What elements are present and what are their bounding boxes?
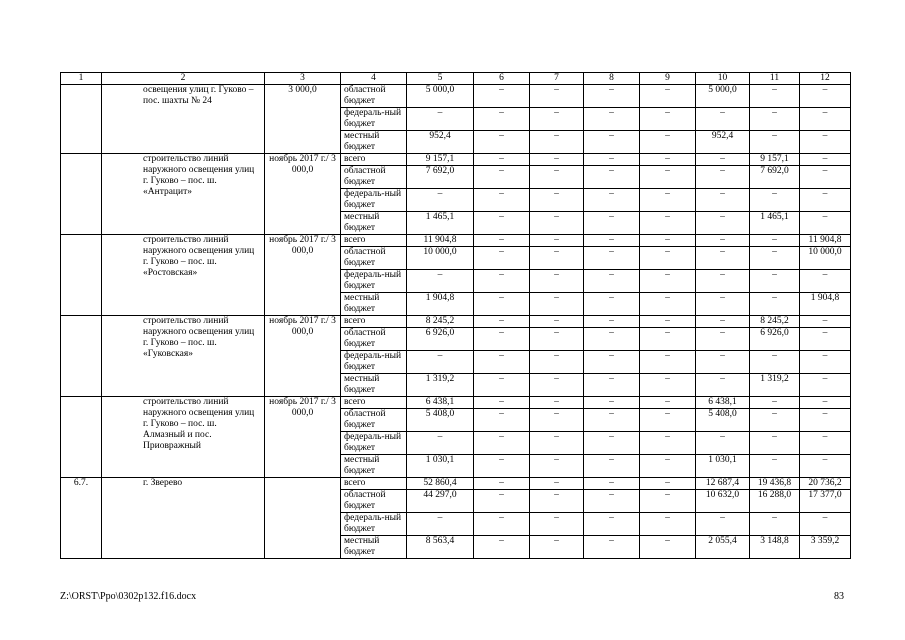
- value-cell: –: [696, 212, 750, 235]
- value-cell: 8 245,2: [750, 316, 800, 328]
- table-row: [61, 397, 851, 409]
- budget-source-cell: местный бюджет: [341, 374, 407, 397]
- table-row: [61, 235, 851, 247]
- value-cell: –: [530, 513, 584, 536]
- value-cell: –: [800, 166, 851, 189]
- value-cell: –: [750, 247, 800, 270]
- value-cell: –: [584, 293, 640, 316]
- value-cell: 6 926,0: [407, 328, 474, 351]
- value-cell: –: [640, 270, 696, 293]
- value-cell: –: [696, 513, 750, 536]
- budget-table: [60, 72, 851, 559]
- value-cell: –: [474, 131, 530, 154]
- value-cell: 8 245,2: [407, 316, 474, 328]
- value-cell: –: [584, 432, 640, 455]
- value-cell: –: [530, 85, 584, 108]
- value-cell: –: [584, 247, 640, 270]
- budget-source-cell: всего: [341, 316, 407, 328]
- table-row: [61, 154, 851, 166]
- row-number-cell: [61, 316, 102, 397]
- value-cell: –: [530, 432, 584, 455]
- value-cell: –: [584, 212, 640, 235]
- budget-source-cell: федераль-ный бюджет: [341, 351, 407, 374]
- value-cell: 1 904,8: [407, 293, 474, 316]
- row-number-cell: 6.7.: [61, 478, 102, 559]
- value-cell: –: [530, 351, 584, 374]
- column-header: 12: [800, 73, 851, 85]
- value-cell: –: [640, 351, 696, 374]
- value-cell: –: [474, 536, 530, 559]
- value-cell: –: [584, 131, 640, 154]
- value-cell: –: [584, 316, 640, 328]
- value-cell: 19 436,8: [750, 478, 800, 490]
- value-cell: –: [584, 85, 640, 108]
- value-cell: –: [750, 351, 800, 374]
- value-cell: 3 359,2: [800, 536, 851, 559]
- budget-source-cell: местный бюджет: [341, 131, 407, 154]
- value-cell: –: [696, 328, 750, 351]
- value-cell: –: [530, 270, 584, 293]
- budget-source-cell: областной бюджет: [341, 166, 407, 189]
- budget-source-cell: областной бюджет: [341, 328, 407, 351]
- value-cell: –: [750, 108, 800, 131]
- value-cell: –: [750, 293, 800, 316]
- value-cell: 6 438,1: [696, 397, 750, 409]
- value-cell: –: [800, 108, 851, 131]
- value-cell: 5 408,0: [696, 409, 750, 432]
- value-cell: –: [474, 154, 530, 166]
- row-number-cell: [61, 235, 102, 316]
- value-cell: –: [474, 478, 530, 490]
- value-cell: –: [696, 235, 750, 247]
- value-cell: –: [640, 328, 696, 351]
- value-cell: 1 465,1: [750, 212, 800, 235]
- value-cell: –: [584, 328, 640, 351]
- value-cell: –: [530, 293, 584, 316]
- column-header: 11: [750, 73, 800, 85]
- value-cell: –: [530, 536, 584, 559]
- row-number-cell: [61, 85, 102, 154]
- value-cell: –: [530, 397, 584, 409]
- value-cell: –: [640, 247, 696, 270]
- value-cell: 9 157,1: [407, 154, 474, 166]
- value-cell: –: [584, 166, 640, 189]
- value-cell: –: [584, 189, 640, 212]
- value-cell: –: [584, 536, 640, 559]
- column-header: 10: [696, 73, 750, 85]
- value-cell: –: [530, 478, 584, 490]
- budget-source-cell: областной бюджет: [341, 85, 407, 108]
- value-cell: –: [640, 154, 696, 166]
- value-cell: 20 736,2: [800, 478, 851, 490]
- column-header: 6: [474, 73, 530, 85]
- budget-source-cell: областной бюджет: [341, 409, 407, 432]
- value-cell: –: [584, 455, 640, 478]
- value-cell: –: [530, 455, 584, 478]
- value-cell: –: [474, 351, 530, 374]
- value-cell: 8 563,4: [407, 536, 474, 559]
- value-cell: –: [407, 513, 474, 536]
- value-cell: –: [800, 374, 851, 397]
- value-cell: –: [696, 316, 750, 328]
- value-cell: –: [474, 374, 530, 397]
- value-cell: –: [584, 270, 640, 293]
- date-cost-cell: ноябрь 2017 г./ 3 000,0: [265, 397, 341, 478]
- value-cell: –: [800, 212, 851, 235]
- value-cell: –: [584, 409, 640, 432]
- column-header: 4: [341, 73, 407, 85]
- date-cost-cell: ноябрь 2017 г./ 3 000,0: [265, 316, 341, 397]
- value-cell: –: [530, 490, 584, 513]
- value-cell: –: [640, 108, 696, 131]
- table-row: [61, 316, 851, 328]
- value-cell: –: [584, 513, 640, 536]
- value-cell: –: [750, 85, 800, 108]
- row-number-cell: [61, 397, 102, 478]
- budget-source-cell: всего: [341, 235, 407, 247]
- value-cell: –: [640, 455, 696, 478]
- value-cell: –: [474, 166, 530, 189]
- value-cell: –: [800, 351, 851, 374]
- value-cell: –: [584, 108, 640, 131]
- value-cell: 952,4: [407, 131, 474, 154]
- value-cell: –: [640, 478, 696, 490]
- value-cell: –: [640, 212, 696, 235]
- value-cell: –: [696, 189, 750, 212]
- value-cell: –: [584, 154, 640, 166]
- value-cell: 17 377,0: [800, 490, 851, 513]
- value-cell: –: [640, 374, 696, 397]
- value-cell: –: [584, 397, 640, 409]
- value-cell: –: [640, 490, 696, 513]
- value-cell: –: [800, 328, 851, 351]
- budget-source-cell: всего: [341, 478, 407, 490]
- value-cell: –: [474, 189, 530, 212]
- budget-source-cell: областной бюджет: [341, 490, 407, 513]
- budget-source-cell: федераль-ный бюджет: [341, 432, 407, 455]
- budget-source-cell: местный бюджет: [341, 212, 407, 235]
- value-cell: –: [750, 189, 800, 212]
- value-cell: 16 288,0: [750, 490, 800, 513]
- value-cell: –: [474, 409, 530, 432]
- value-cell: –: [530, 166, 584, 189]
- column-header: 9: [640, 73, 696, 85]
- value-cell: –: [696, 374, 750, 397]
- value-cell: –: [640, 166, 696, 189]
- value-cell: 44 297,0: [407, 490, 474, 513]
- value-cell: –: [640, 189, 696, 212]
- value-cell: –: [800, 154, 851, 166]
- value-cell: 1 319,2: [750, 374, 800, 397]
- value-cell: 5 000,0: [407, 85, 474, 108]
- budget-source-cell: всего: [341, 154, 407, 166]
- value-cell: –: [407, 189, 474, 212]
- value-cell: –: [474, 85, 530, 108]
- value-cell: –: [530, 374, 584, 397]
- value-cell: –: [750, 131, 800, 154]
- value-cell: –: [474, 490, 530, 513]
- value-cell: –: [530, 108, 584, 131]
- value-cell: –: [750, 409, 800, 432]
- budget-source-cell: местный бюджет: [341, 536, 407, 559]
- value-cell: –: [474, 235, 530, 247]
- budget-source-cell: областной бюджет: [341, 247, 407, 270]
- value-cell: –: [530, 235, 584, 247]
- value-cell: –: [474, 397, 530, 409]
- value-cell: 12 687,4: [696, 478, 750, 490]
- value-cell: 7 692,0: [750, 166, 800, 189]
- value-cell: 2 055,4: [696, 536, 750, 559]
- value-cell: –: [474, 293, 530, 316]
- value-cell: –: [407, 351, 474, 374]
- value-cell: 1 904,8: [800, 293, 851, 316]
- value-cell: –: [584, 351, 640, 374]
- value-cell: –: [584, 235, 640, 247]
- budget-source-cell: федераль-ный бюджет: [341, 270, 407, 293]
- value-cell: 952,4: [696, 131, 750, 154]
- value-cell: –: [800, 409, 851, 432]
- value-cell: –: [696, 166, 750, 189]
- value-cell: –: [750, 235, 800, 247]
- value-cell: –: [800, 455, 851, 478]
- value-cell: –: [474, 108, 530, 131]
- value-cell: 9 157,1: [750, 154, 800, 166]
- value-cell: –: [800, 513, 851, 536]
- description-cell: г. Зверево: [102, 478, 265, 559]
- description-cell: строительство линий наружного освещения улиц г. Гуково – пос. ш. «Антрацит»: [102, 154, 265, 235]
- description-cell: строительство линий наружного освещения улиц г. Гуково – пос. ш. Алмазный и пос. Приовражный: [102, 397, 265, 478]
- budget-source-cell: федераль-ный бюджет: [341, 513, 407, 536]
- budget-source-cell: местный бюджет: [341, 293, 407, 316]
- value-cell: –: [584, 490, 640, 513]
- value-cell: 11 904,8: [800, 235, 851, 247]
- value-cell: –: [800, 85, 851, 108]
- value-cell: 11 904,8: [407, 235, 474, 247]
- column-header: 1: [61, 73, 102, 85]
- value-cell: 1 465,1: [407, 212, 474, 235]
- date-cost-cell: ноябрь 2017 г./ 3 000,0: [265, 235, 341, 316]
- value-cell: –: [474, 328, 530, 351]
- value-cell: –: [640, 536, 696, 559]
- column-header: 5: [407, 73, 474, 85]
- value-cell: –: [640, 397, 696, 409]
- budget-source-cell: местный бюджет: [341, 455, 407, 478]
- value-cell: –: [750, 397, 800, 409]
- description-cell: освещения улиц г. Гуково – пос. шахты № 24: [102, 85, 265, 154]
- value-cell: –: [800, 270, 851, 293]
- value-cell: –: [474, 455, 530, 478]
- value-cell: 10 000,0: [407, 247, 474, 270]
- column-header: 7: [530, 73, 584, 85]
- value-cell: 6 438,1: [407, 397, 474, 409]
- value-cell: –: [696, 154, 750, 166]
- value-cell: –: [407, 108, 474, 131]
- value-cell: –: [474, 247, 530, 270]
- value-cell: –: [640, 85, 696, 108]
- date-cost-cell: 3 000,0: [265, 85, 341, 154]
- value-cell: 3 148,8: [750, 536, 800, 559]
- date-cost-cell: ноябрь 2017 г./ 3 000,0: [265, 154, 341, 235]
- value-cell: –: [474, 316, 530, 328]
- value-cell: –: [530, 409, 584, 432]
- value-cell: 5 408,0: [407, 409, 474, 432]
- value-cell: –: [750, 432, 800, 455]
- value-cell: –: [800, 131, 851, 154]
- column-header: 2: [102, 73, 265, 85]
- value-cell: –: [474, 212, 530, 235]
- budget-source-cell: федераль-ный бюджет: [341, 189, 407, 212]
- description-cell: строительство линий наружного освещения улиц г. Гуково – пос. ш. «Гуковская»: [102, 316, 265, 397]
- value-cell: –: [640, 131, 696, 154]
- value-cell: –: [640, 235, 696, 247]
- budget-source-cell: всего: [341, 397, 407, 409]
- value-cell: 52 860,4: [407, 478, 474, 490]
- value-cell: –: [640, 316, 696, 328]
- value-cell: –: [800, 397, 851, 409]
- footer-file-path: Z:\ORST\Ppo\0302p132.f16.docx: [60, 591, 197, 602]
- value-cell: –: [530, 316, 584, 328]
- value-cell: –: [474, 270, 530, 293]
- value-cell: –: [696, 247, 750, 270]
- value-cell: –: [530, 131, 584, 154]
- value-cell: –: [640, 513, 696, 536]
- value-cell: 1 030,1: [696, 455, 750, 478]
- value-cell: –: [640, 293, 696, 316]
- column-header: 8: [584, 73, 640, 85]
- value-cell: –: [640, 432, 696, 455]
- value-cell: –: [474, 513, 530, 536]
- value-cell: –: [800, 316, 851, 328]
- value-cell: –: [407, 270, 474, 293]
- value-cell: 5 000,0: [696, 85, 750, 108]
- value-cell: –: [640, 409, 696, 432]
- table-row: [61, 478, 851, 490]
- value-cell: –: [584, 374, 640, 397]
- value-cell: –: [696, 108, 750, 131]
- value-cell: –: [800, 432, 851, 455]
- date-cost-cell: [265, 478, 341, 559]
- value-cell: –: [750, 513, 800, 536]
- budget-source-cell: федераль-ный бюджет: [341, 108, 407, 131]
- value-cell: 7 692,0: [407, 166, 474, 189]
- value-cell: –: [474, 432, 530, 455]
- value-cell: –: [530, 328, 584, 351]
- value-cell: –: [530, 212, 584, 235]
- value-cell: –: [750, 270, 800, 293]
- value-cell: –: [800, 189, 851, 212]
- value-cell: –: [530, 189, 584, 212]
- value-cell: 1 030,1: [407, 455, 474, 478]
- value-cell: –: [407, 432, 474, 455]
- column-header: 3: [265, 73, 341, 85]
- description-cell: строительство линий наружного освещения улиц г. Гуково – пос. ш. «Ростовская»: [102, 235, 265, 316]
- value-cell: –: [696, 432, 750, 455]
- value-cell: –: [750, 455, 800, 478]
- value-cell: –: [530, 247, 584, 270]
- table-row: [61, 85, 851, 108]
- column-number-row: [61, 73, 851, 85]
- page-number: 83: [834, 591, 844, 602]
- value-cell: –: [696, 351, 750, 374]
- value-cell: 10 632,0: [696, 490, 750, 513]
- value-cell: –: [696, 293, 750, 316]
- value-cell: –: [696, 270, 750, 293]
- value-cell: 1 319,2: [407, 374, 474, 397]
- value-cell: 10 000,0: [800, 247, 851, 270]
- value-cell: 6 926,0: [750, 328, 800, 351]
- value-cell: –: [530, 154, 584, 166]
- row-number-cell: [61, 154, 102, 235]
- value-cell: –: [584, 478, 640, 490]
